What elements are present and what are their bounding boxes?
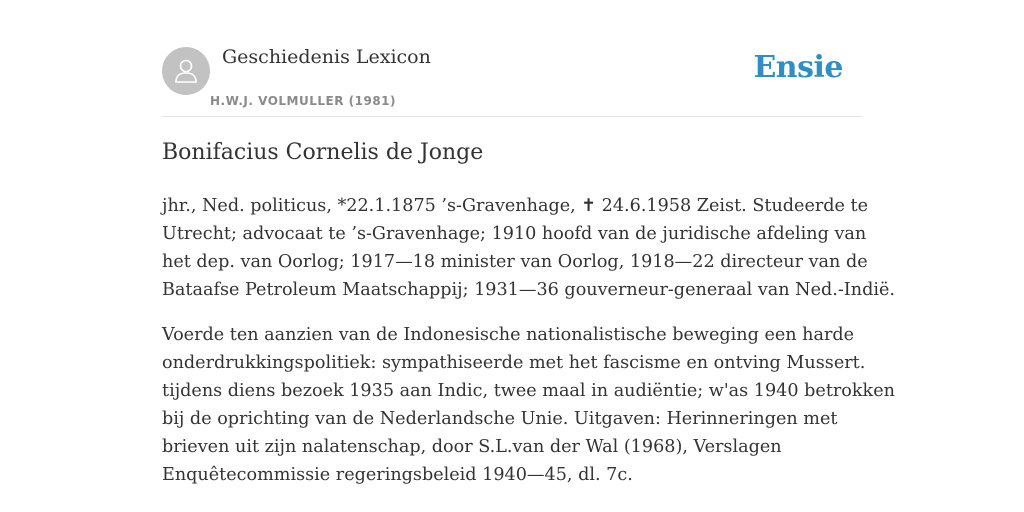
paragraph [162,321,895,489]
avatar[interactable] [162,47,210,95]
text-line: jhr., Ned. politicus, *22.1.1875 ’s-Gravenhage, ✝ 24.6.1958 Zeist. Studeerde te [162,196,869,216]
article-body [162,192,895,506]
header [162,44,862,117]
author-label[interactable]: H.W.J. VOLMULLER (1981) [210,94,397,108]
text-line: het dep. van Oorlog; 1917—18 minister van Oorlog, 1918—22 directeur van de [162,252,868,272]
text-line: Voerde ten aanzien van de Indonesische nationalistische beweging een harde [162,325,855,345]
brand-logo[interactable]: Ensie [753,50,843,85]
paragraph [162,192,895,304]
article-title: Bonifacius Cornelis de Jonge [162,140,484,165]
lexicon-title[interactable]: Geschiedenis Lexicon [222,46,431,68]
text-line: Bataafse Petroleum Maatschappij; 1931—36 gouverneur-generaal van Ned.-Indië. [162,280,895,300]
text-line: Utrecht; advocaat te ’s-Gravenhage; 1910 hoofd van de juridische afdeling van [162,224,867,244]
text-line: brieven uit zijn nalatenschap, door S.L.van der Wal (1968), Verslagen [162,437,782,457]
text-line: onderdrukkingspolitiek: sympathiseerde met het fascisme en ontving Mussert. [162,353,866,373]
text-line: Enquêtecommissie regeringsbeleid 1940—45, dl. 7c. [162,465,633,485]
user-icon [171,56,201,86]
text-line: tijdens diens bezoek 1935 aan Indic, twee maal in audiëntie; w'as 1940 betrokken [162,381,895,401]
text-line: bij de oprichting van de Nederlandsche Unie. Uitgaven: Herinneringen met [162,409,838,429]
